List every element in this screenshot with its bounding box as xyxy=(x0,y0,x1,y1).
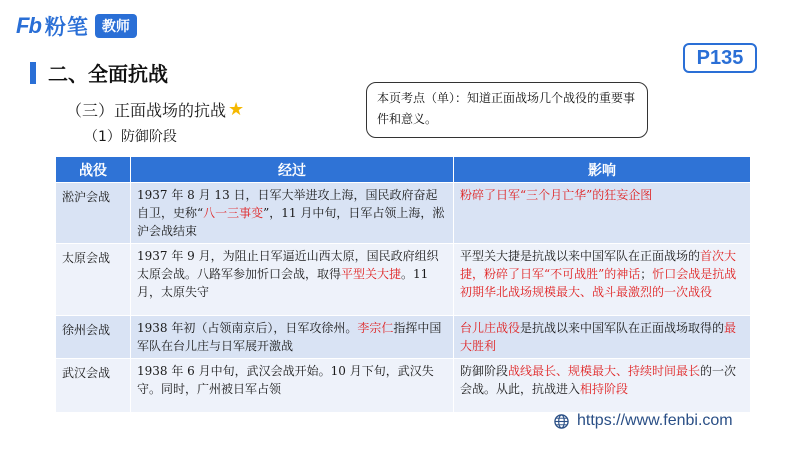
table-row xyxy=(56,244,751,316)
battle-table xyxy=(55,156,751,413)
footer-url xyxy=(554,412,733,430)
highlight-text: 相持阶段 xyxy=(580,382,629,396)
brand-name: 粉笔 xyxy=(44,15,89,39)
battle-name-cell: 太原会战 xyxy=(56,244,131,316)
body-text: 。11 月，太原失守 xyxy=(137,267,429,299)
body-text: 1937 年 9 月，为阻止日军逼近山西太原，国民政府组织太原会战。八路军参加忻口会战，取得 xyxy=(137,249,439,281)
highlight-text: 李宗仁 xyxy=(357,321,394,335)
body-text: 1938 年初（占领南京后），日军攻徐州。 xyxy=(137,321,358,335)
highlight-text: 平型关大捷 xyxy=(341,267,402,281)
process-cell xyxy=(131,244,454,316)
highlight-text: 战线最长、规模最大、持续时间最长 xyxy=(508,364,701,378)
brand-logo xyxy=(16,12,137,40)
page-number-tag: P135 xyxy=(683,43,757,73)
header-battle: 战役 xyxy=(56,157,131,183)
table-row xyxy=(56,359,751,413)
brand-badge: 教师 xyxy=(95,14,137,38)
battle-name-cell: 武汉会战 xyxy=(56,359,131,413)
impact-cell xyxy=(454,183,751,244)
highlight-text: 台儿庄战役 xyxy=(460,321,521,335)
sub-subsection-title: （1）防御阶段 xyxy=(84,129,177,145)
globe-icon xyxy=(554,414,569,429)
highlight-text: 忻口会战是抗战初期华北战场规模最大、战斗最激烈的一次战役 xyxy=(460,267,737,299)
body-text: 1937 年 8 月 13 日，日军大举进攻上海，国民政府奋起自卫，史称“ xyxy=(137,188,438,220)
subsection-heading xyxy=(66,98,244,121)
body-text: 平型关大捷是抗战以来中国军队在正面战场的 xyxy=(460,249,701,263)
footer-url-text: https://www.fenbi.com xyxy=(577,412,733,429)
title-accent-bar xyxy=(30,62,36,84)
process-cell xyxy=(131,316,454,359)
battle-name-cell: 淞沪会战 xyxy=(56,183,131,244)
header-process: 经过 xyxy=(131,157,454,183)
battle-name-cell: 徐州会战 xyxy=(56,316,131,359)
brand-mark: Fb xyxy=(16,13,41,38)
header-impact: 影响 xyxy=(454,157,751,183)
subsection-title: （三）正面战场的抗战 xyxy=(66,101,227,120)
highlight-text: 首次大捷，粉碎了日军“不可战胜”的神话 xyxy=(460,249,737,281)
process-cell xyxy=(131,359,454,413)
body-text: 是抗战以来中国军队在正面战场取得的 xyxy=(520,321,725,335)
body-text: ； xyxy=(640,267,653,281)
highlight-text: 粉碎了日军“三个月亡华”的狂妄企图 xyxy=(460,188,653,202)
table-row xyxy=(56,183,751,244)
body-text: 防御阶段 xyxy=(460,364,509,378)
table-row xyxy=(56,316,751,359)
star-icon: ★ xyxy=(228,99,245,120)
section-title: 二、全面抗战 xyxy=(48,62,168,86)
table-header-row xyxy=(56,157,751,183)
body-text: 指挥中国军队在台儿庄与日军展开激战 xyxy=(137,321,442,353)
impact-cell xyxy=(454,244,751,316)
exam-point-note: 本页考点（单）：知道正面战场几个战役的重要事件和意义。 xyxy=(366,82,648,138)
impact-cell xyxy=(454,316,751,359)
body-text: 的一次会战。从此，抗战进入 xyxy=(460,364,737,396)
table-body xyxy=(56,183,751,413)
body-text: ”，11 月中旬，日军占领上海，淞沪会战结束 xyxy=(137,206,445,238)
impact-cell xyxy=(454,359,751,413)
highlight-text: 八一三事变 xyxy=(203,206,264,220)
process-cell xyxy=(131,183,454,244)
body-text: 1938 年 6 月中旬，武汉会战开始。10 月下旬，武汉失守。同时，广州被日军占领 xyxy=(137,364,434,396)
highlight-text: 最大胜利 xyxy=(460,321,737,353)
section-header xyxy=(30,58,168,87)
